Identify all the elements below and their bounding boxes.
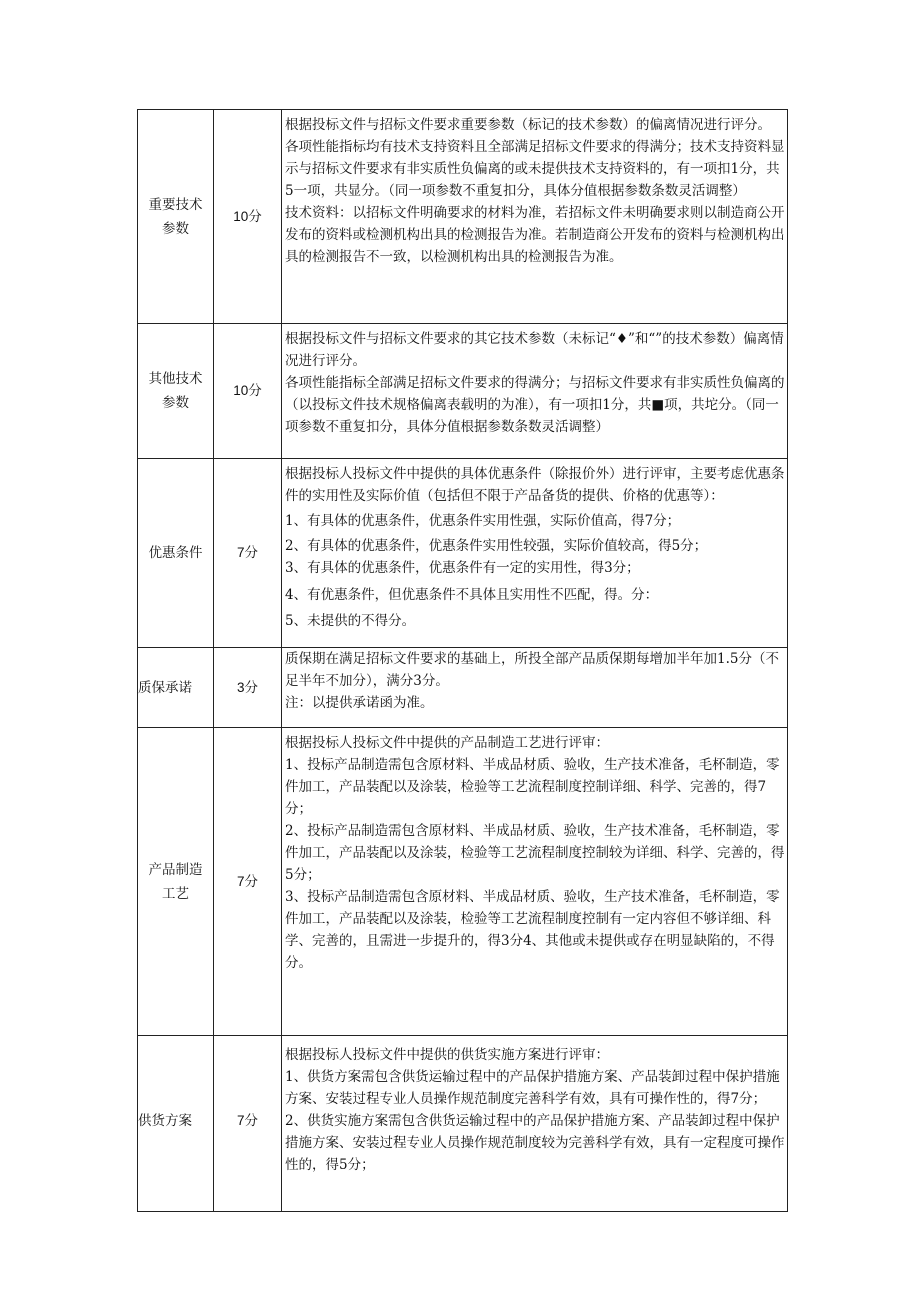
table-row	[138, 110, 788, 324]
description-line: 2、投标产品制造需包含原材料、半成品材质、验收，生产技术准备，毛杯制造，零件加工，产品装配以及涂装，检验等工艺流程制度控制较为详细、科学、完善的，得5分；	[285, 823, 785, 883]
description-line: 根据投标人投标文件中提供的供货实施方案进行评审：	[285, 1047, 609, 1063]
criterion-score-cell	[214, 459, 282, 648]
criterion-name: 产品制造工艺	[148, 861, 203, 902]
description-line: 根据投标文件与招标文件要求的其它技术参数（未标记“♦”和“”的技术参数）偏离情况进行评分。	[285, 331, 784, 369]
criterion-score-cell	[214, 728, 282, 1036]
table-row	[138, 459, 788, 648]
criterion-score: 7分	[236, 545, 258, 560]
criterion-description	[282, 459, 788, 648]
criterion-description	[282, 648, 788, 728]
criterion-description	[282, 324, 788, 459]
criterion-name: 重要技术参数	[148, 196, 203, 237]
table-row	[138, 648, 788, 728]
criterion-score: 7分	[236, 1112, 258, 1128]
criterion-description	[282, 1036, 788, 1212]
criterion-name: 优惠条件	[148, 545, 203, 561]
criterion-score-cell	[214, 1036, 282, 1212]
description-line: 3、有具体的优惠条件，优惠条件有一定的实用性，得3分；	[285, 560, 640, 576]
criterion-score: 10分	[233, 208, 262, 224]
criterion-name-cell	[138, 648, 214, 728]
description-line: 各项性能指标均有技术支持资料且全部满足招标文件要求的得满分；技术支持资料显示与招标文件要求有非实质性负偏离的或未提供技术支持资料的，有一项扣1分，共5一项，共显分。（同一项参数不重复扣分，具体分值根据参数条数灵活调整）	[285, 139, 785, 199]
criterion-score: 10分	[233, 383, 262, 398]
criterion-name: 供货方案	[138, 1112, 192, 1129]
description-line: 5、未提供的不得分。	[285, 613, 416, 629]
criterion-score: 3分	[236, 679, 258, 695]
description-line: 1、有具体的优惠条件，优惠条件实用性强，实际价值高，得7分；	[285, 513, 681, 529]
table-row	[138, 324, 788, 459]
criterion-description	[282, 728, 788, 1036]
description-line: 3、投标产品制造需包含原材料、半成品材质、验收，生产技术准备，毛杯制造，零件加工，产品装配以及涂装，检验等工艺流程制度控制有一定内容但不够详细、科学、完善的，且需进一步提升的，得3分4、其他或未提供或存在明显缺陷的，不得分。	[285, 889, 780, 971]
scoring-table	[137, 109, 788, 1212]
description-line: 根据投标文件与招标文件要求重要参数（标记的技术参数）的偏离情况进行评分。	[285, 117, 771, 133]
description-line: 注：以提供承诺函为准。	[285, 695, 434, 711]
criterion-name-cell	[138, 1036, 214, 1212]
description-line: 1、供货方案需包含供货运输过程中的产品保护措施方案、产品装卸过程中保护措施方案、安装过程专业人员操作规范制度完善科学有效，具有可操作性的，得7分；	[285, 1069, 780, 1107]
criterion-score: 7分	[236, 873, 258, 889]
description-line: 质保期在满足招标文件要求的基础上，所投全部产品质保期每增加半年加1.5分（不足半年不加分），满分3分。	[285, 651, 779, 689]
table-row	[138, 728, 788, 1036]
description-line: 4、有优惠条件，但优惠条件不具体且实用性不匹配，得。分：	[285, 587, 659, 603]
description-line: 各项性能指标全部满足招标文件要求的得满分；与招标文件要求有非实质性负偏离的（以投标文件技术规格偏离表载明的为准），有一项扣1分，共■项，共坨分。（同一项参数不重复扣分，具体分值根据参数条数灵活调整）	[285, 375, 785, 435]
description-line: 2、有具体的优惠条件，优惠条件实用性较强，实际价值较高，得5分；	[285, 538, 708, 554]
criterion-score-cell	[214, 648, 282, 728]
description-line: 根据投标人投标文件中提供的具体优惠条件（除报价外）进行评审，主要考虑优惠条件的实用性及实际价值（包括但不限于产品备货的提供、价格的优惠等）：	[285, 466, 785, 504]
criterion-name-cell	[138, 728, 214, 1036]
criterion-name-cell	[138, 110, 214, 324]
description-line: 技术资料：以招标文件明确要求的材料为准，若招标文件未明确要求则以制造商公开发布的资料或检测机构出具的检测报告为准。若制造商公开发布的资料与检测机构出具的检测报告不一致，以检测机构出具的检测报告为准。	[285, 205, 785, 265]
criterion-score-cell	[214, 110, 282, 324]
description-line: 1、投标产品制造需包含原材料、半成品材质、验收，生产技术准备，毛杯制造，零件加工，产品装配以及涂装，检验等工艺流程制度控制详细、科学、完善的，得7分；	[285, 757, 780, 817]
criterion-name-cell	[138, 459, 214, 648]
description-line: 2、供货实施方案需包含供货运输过程中的产品保护措施方案、产品装卸过程中保护措施方案、安装过程专业人员操作规范制度较为完善科学有效，具有一定程度可操作性的，得5分；	[285, 1113, 785, 1173]
criterion-score-cell	[214, 324, 282, 459]
criterion-description	[282, 110, 788, 324]
table-row	[138, 1036, 788, 1212]
criterion-name: 质保承诺	[138, 679, 192, 696]
criterion-name: 其他技术参数	[148, 371, 203, 411]
description-line: 根据投标人投标文件中提供的产品制造工艺进行评审：	[285, 735, 609, 751]
criterion-name-cell	[138, 324, 214, 459]
